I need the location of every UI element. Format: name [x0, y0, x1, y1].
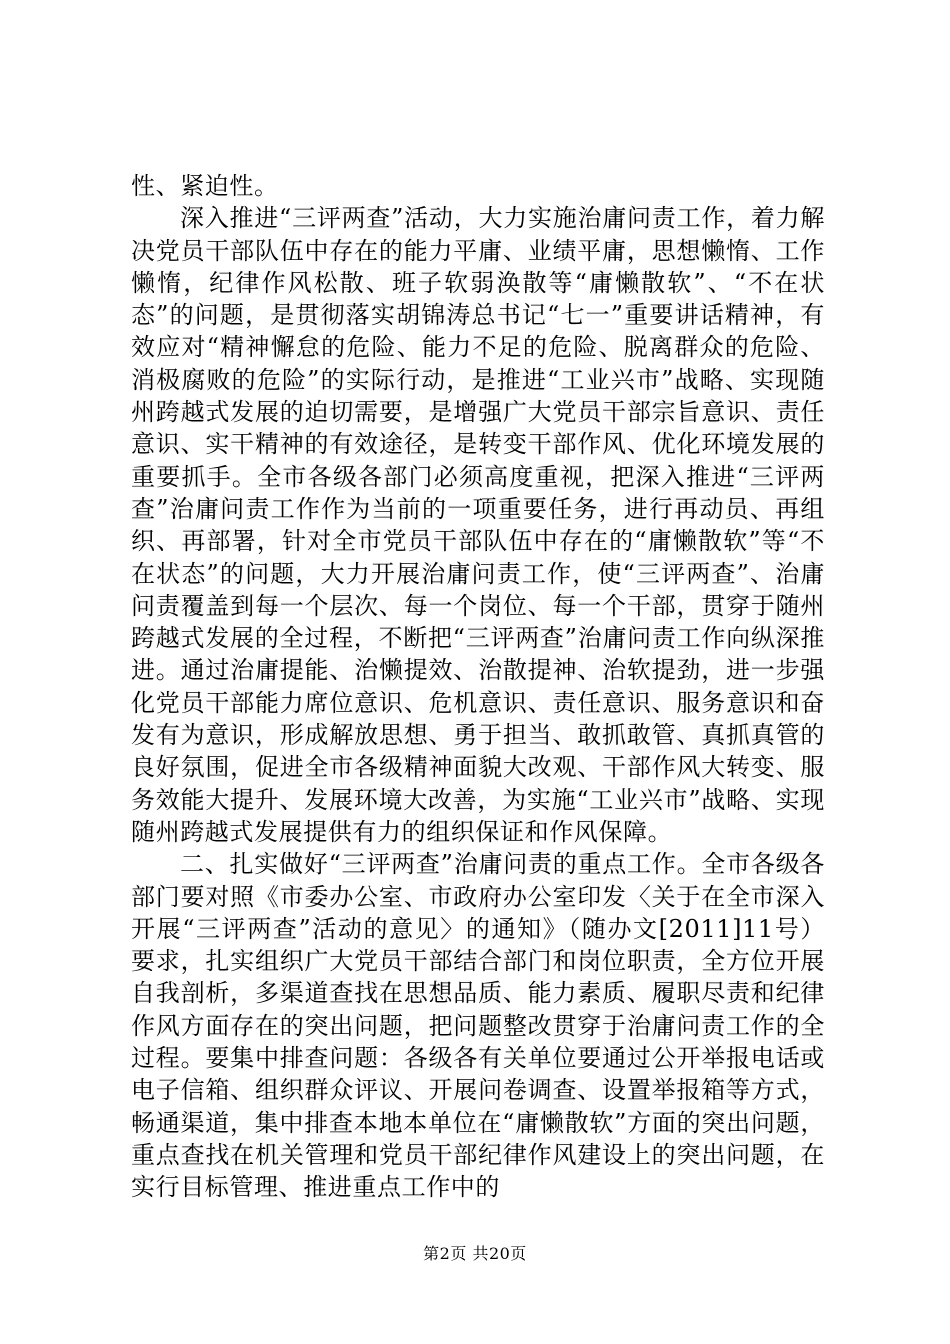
document-body	[131, 170, 825, 1204]
page-footer: 第2页 共20页	[423, 1244, 527, 1263]
paragraph-deepen-three-reviews: 深入推进“三评两查”活动，大力实施治庸问责工作，着力解决党员干部队伍中存在的能力平庸、业绩平庸，思想懒惰、工作懒惰，纪律作风松散、班子软弱涣散等“庸懒散软”、“不在状态”的问题，是贯彻落实胡锦涛总书记“七一”重要讲话精神，有效应对“精神懈怠的危险、能力不足的危险、脱离群众的危险、消极腐败的危险”的实际行动，是推进“工业兴市”战略、实现随州跨越式发展的迫切需要，是增强广大党员干部宗旨意识、责任意识、实干精神的有效途径，是转变干部作风、优化环境发展的重要抓手。全市各级各部门必须高度重视，把深入推进“三评两查”治庸问责工作作为当前的一项重要任务，进行再动员、再组织、再部署，针对全市党员干部队伍中存在的“庸懒散软”等“不在状态”的问题，大力开展治庸问责工作，使“三评两查”、治庸问责覆盖到每一个层次、每一个岗位、每一个干部，贯穿于随州跨越式发展的全过程，不断把“三评两查”治庸问责工作向纵深推进。通过治庸提能、治懒提效、治散提神、治软提劲，进一步强化党员干部能力席位意识、危机意识、责任意识、服务意识和奋发有为意识，形成解放思想、勇于担当、敢抓敢管、真抓真管的良好氛围，促进全市各级精神面貌大改观、干部作风大转变、服务效能大提升、发展环境大改善，为实施“工业兴市”战略、实现随州跨越式发展提供有力的组织保证和作风保障。	[131, 204, 825, 846]
paragraph-continuation: 性、紧迫性。	[131, 172, 279, 200]
paragraph-section-two-key-work: 二、扎实做好“三评两查”治庸问责的重点工作。全市各级各部门要对照《市委办公室、市政府办公室印发〈关于在全市深入开展“三评两查”活动的意见〉的通知》（随办文[2011]11号）要求，扎实组织广大党员干部结合部门和岗位职责，全方位开展自我剖析，多渠道查找在思想品质、能力素质、履职尽责和纪律作风方面存在的突出问题，把问题整改贯穿于治庸问责工作的全过程。要集中排查问题：各级各有关单位要通过公开举报电话或电子信箱、组织群众评议、开展问卷调查、设置举报箱等方式，畅通渠道，集中排查本地本单位在“庸懒散软”方面的突出问题，重点查找在机关管理和党员干部纪律作风建设上的突出问题，在实行目标管理、推进重点工作中的	[131, 850, 825, 1202]
